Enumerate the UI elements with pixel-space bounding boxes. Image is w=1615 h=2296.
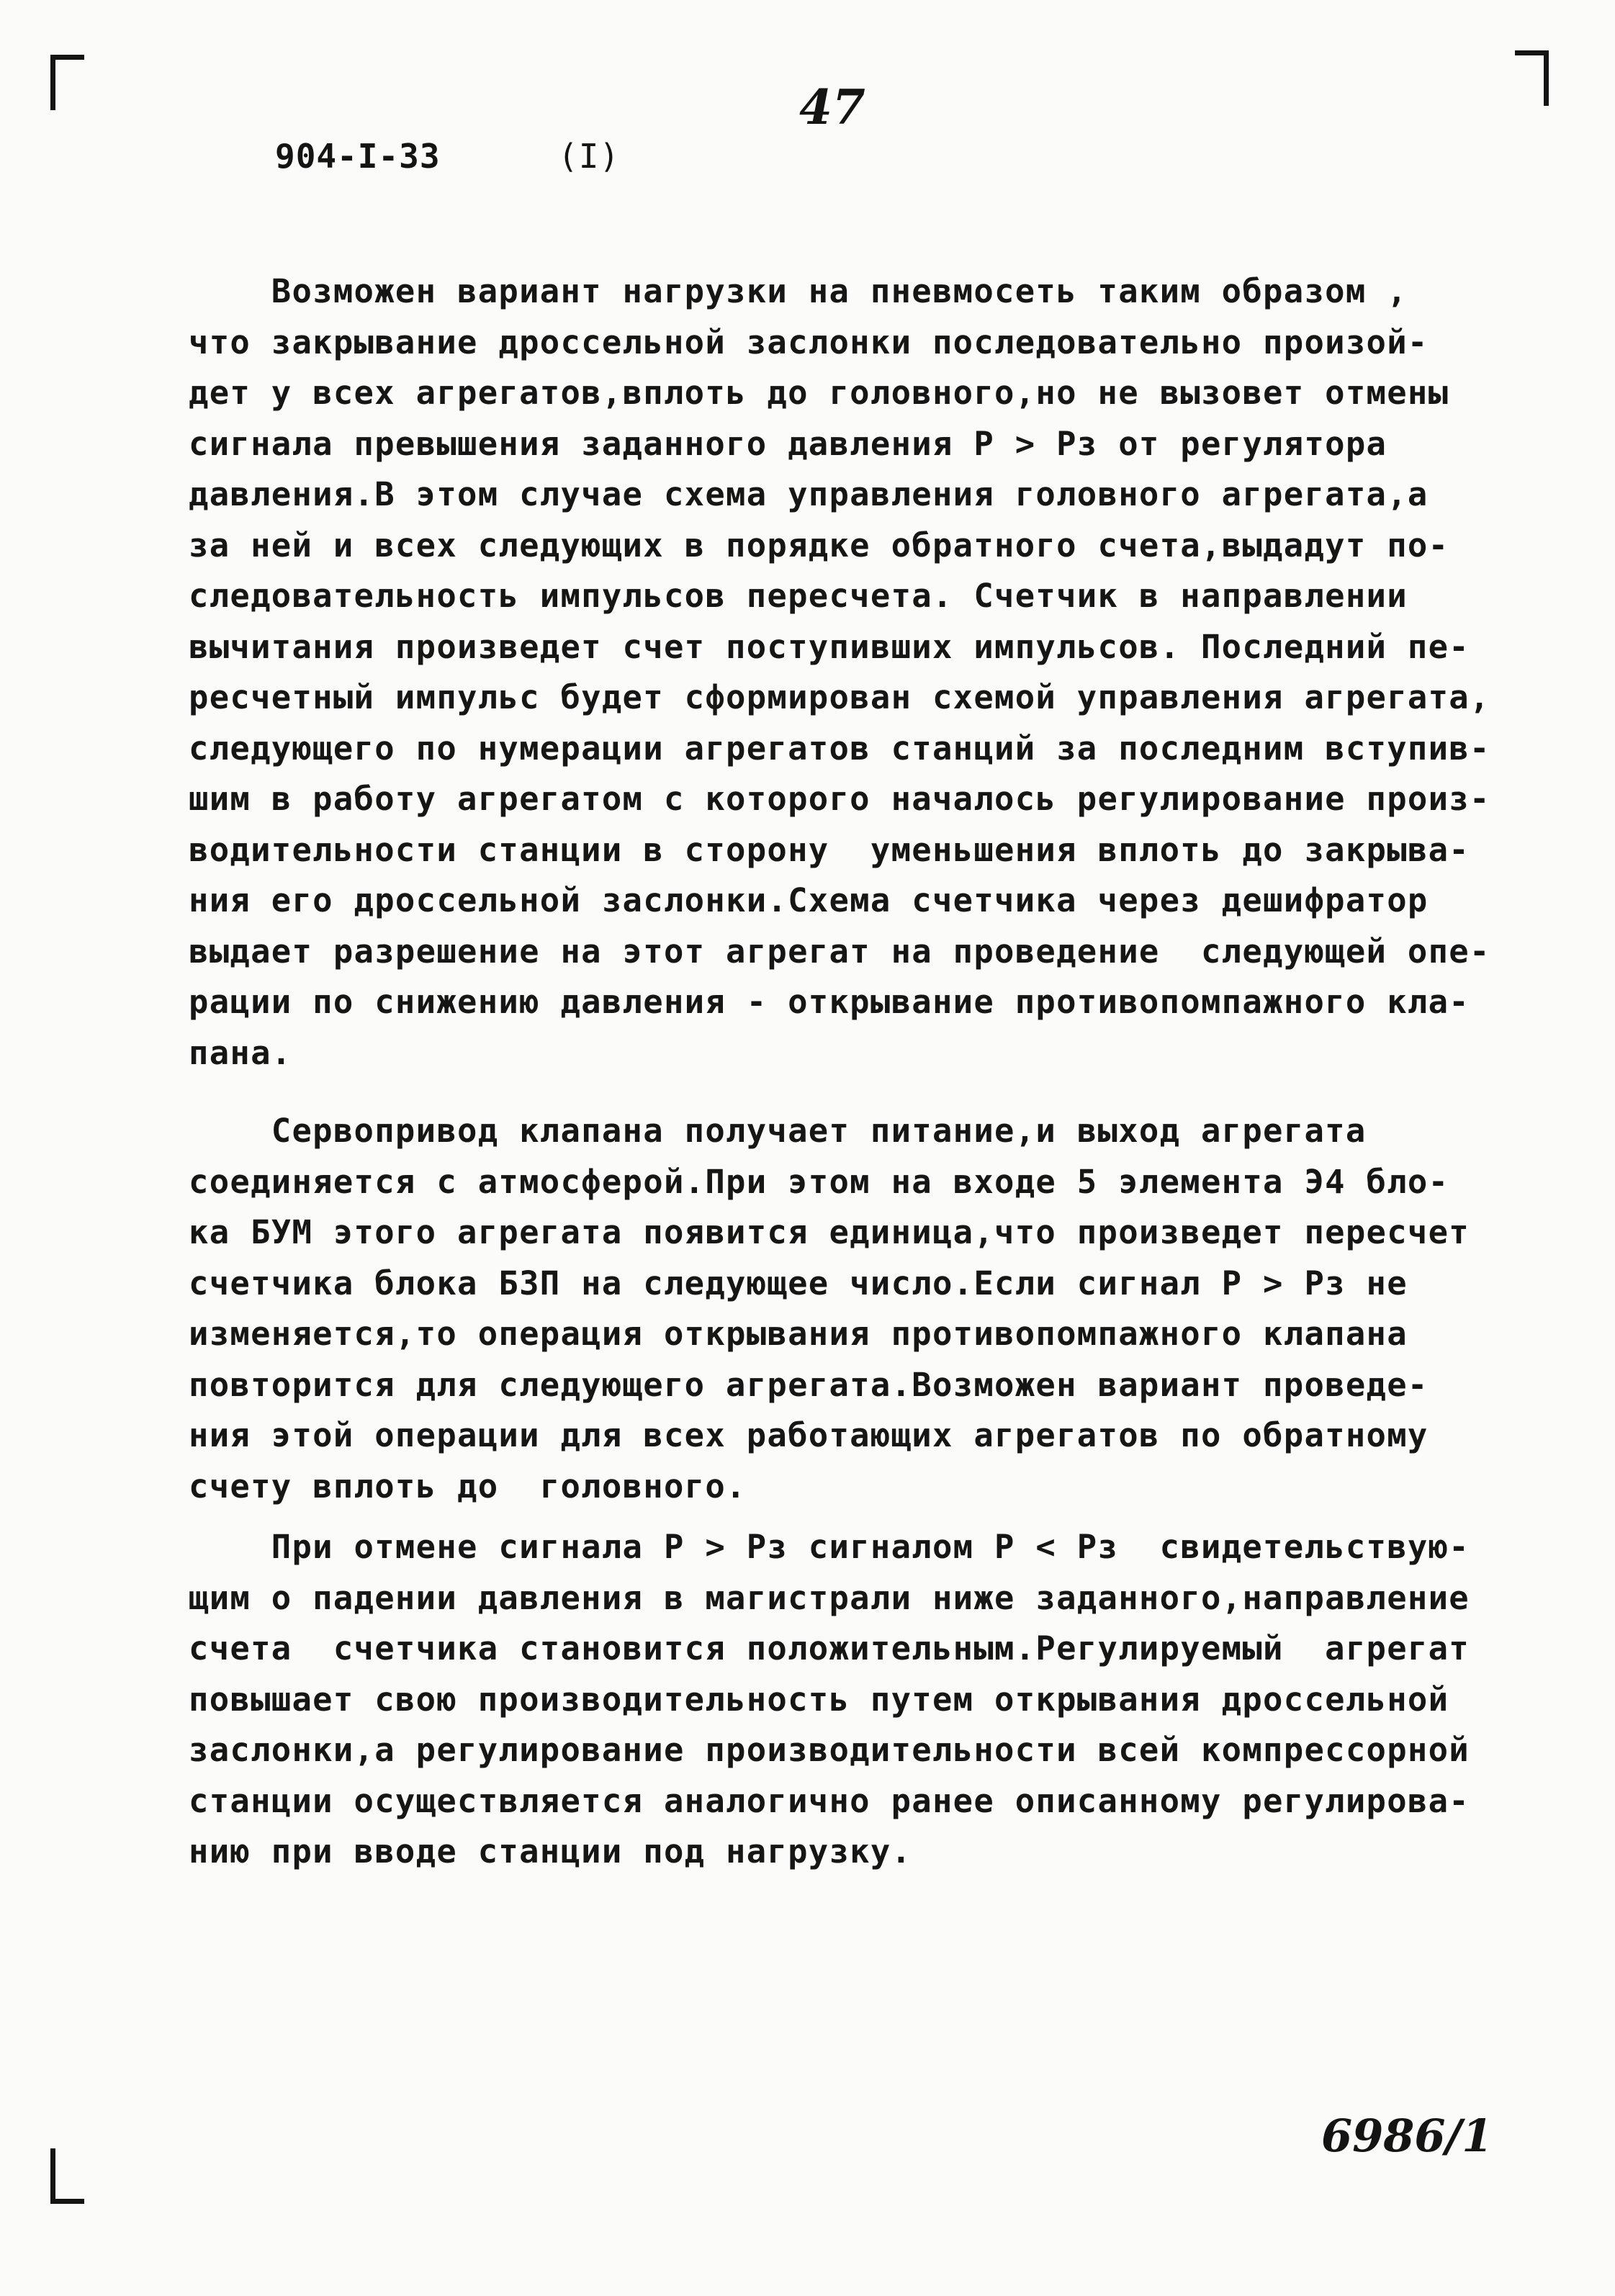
corner-mark-top-right [1515, 50, 1549, 106]
text-line: Возможен вариант нагрузки на пневмосеть таким образом , [189, 272, 1408, 310]
text-line: станции осуществляется аналогично ранее описанному регулирова- [189, 1781, 1470, 1820]
text-line: счету вплоть до головного. [189, 1467, 747, 1505]
text-line: рации по снижению давления - открывание противопомпажного кла- [189, 983, 1470, 1021]
corner-mark-top-left [50, 55, 84, 110]
text-line: что закрывание дроссельной заслонки последовательно произой- [189, 323, 1429, 361]
paragraph-1 [189, 266, 1557, 1079]
text-line: шим в работу агрегатом с которого началось регулирование произ- [189, 780, 1490, 818]
document-code: 904-I-33 [275, 137, 441, 176]
text-line: следовательность импульсов пересчета. Счетчик в направлении [189, 577, 1408, 615]
sheet-number-mark: 6986/1 [1321, 2110, 1493, 2162]
text-line: счетчика блока БЗП на следующее число.Если сигнал Р > Рз не [189, 1264, 1408, 1302]
document-part: (I) [558, 137, 621, 176]
paragraph-3 [189, 1522, 1557, 1878]
text-line: повышает свою производительность путем открывания дроссельной [189, 1680, 1449, 1719]
text-line: изменяется,то операция открывания противопомпажного клапана [189, 1315, 1408, 1353]
text-line: нию при вводе станции под нагрузку. [189, 1832, 912, 1870]
text-line: щим о падении давления в магистрали ниже заданного,направление [189, 1578, 1470, 1617]
text-line: ка БУМ этого агрегата появится единица,что произведет пересчет [189, 1213, 1470, 1251]
text-line: водительности станции в сторону уменьшения вплоть до закрыва- [189, 830, 1470, 869]
text-line: вычитания произведет счет поступивших импульсов. Последний пе- [189, 627, 1470, 666]
text-line: ния этой операции для всех работающих агрегатов по обратному [189, 1416, 1429, 1454]
text-line: сигнала превышения заданного давления Р > Рз от регулятора [189, 424, 1387, 463]
text-line: за ней и всех следующих в порядке обратного счета,выдадут по- [189, 526, 1449, 564]
text-line: счета счетчика становится положительным.Регулируемый агрегат [189, 1629, 1470, 1667]
text-line: При отмене сигнала Р > Рз сигналом Р < Рз свидетельствую- [189, 1528, 1470, 1566]
text-line: дет у всех агрегатов,вплоть до головного,но не вызовет отмены [189, 374, 1449, 412]
page-number: 47 [799, 79, 865, 135]
text-line: пана. [189, 1033, 292, 1072]
paragraph-2 [189, 1106, 1557, 1512]
text-line: выдает разрешение на этот агрегат на проведение следующей опе- [189, 932, 1490, 971]
corner-mark-bottom-left [50, 2148, 84, 2204]
text-line: соединяется с атмосферой.При этом на входе 5 элемента Э4 бло- [189, 1162, 1449, 1201]
text-line: ресчетный импульс будет сформирован схемой управления агрегата, [189, 678, 1490, 716]
text-line: повторится для следующего агрегата.Возможен вариант проведе- [189, 1365, 1429, 1404]
text-line: Сервопривод клапана получает питание,и выход агрегата [189, 1112, 1367, 1150]
text-line: давления.В этом случае схема управления головного агрегата,а [189, 475, 1429, 513]
text-line: следующего по нумерации агрегатов станций за последним вступив- [189, 729, 1490, 767]
text-line: ния его дроссельной заслонки.Схема счетчика через дешифратор [189, 881, 1429, 919]
text-line: заслонки,а регулирование производительности всей компрессорной [189, 1731, 1470, 1769]
